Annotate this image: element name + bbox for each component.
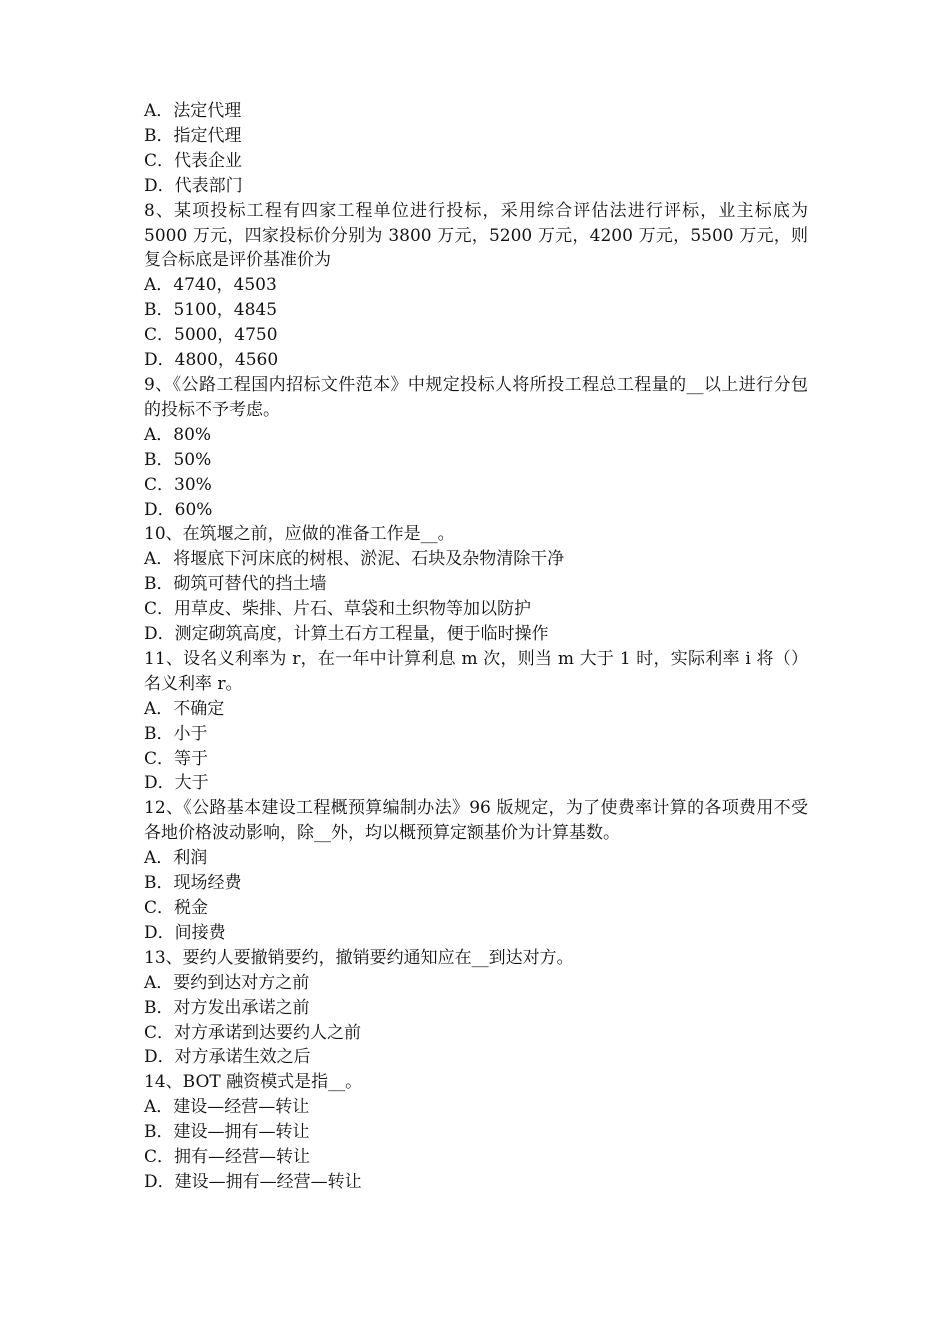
option-line: D．大于	[144, 773, 209, 794]
option-line: C．30%	[144, 474, 212, 495]
option-line: D．代表部门	[144, 175, 243, 196]
option-line: D．测定砌筑高度，计算土石方工程量，便于临时操作	[144, 624, 549, 645]
option-line: D．4800，4560	[144, 350, 279, 371]
option-line: B．对方发出承诺之前	[144, 997, 310, 1018]
question-14	[144, 1070, 808, 1195]
question-9	[144, 373, 808, 522]
document-body	[144, 99, 808, 1195]
option-line: D．对方承诺生效之后	[144, 1047, 311, 1068]
question-10	[144, 522, 808, 647]
option-line: C．对方承诺到达要约人之前	[144, 1022, 362, 1043]
option-line: D．建设—拥有—经营—转让	[144, 1171, 362, 1192]
option-line: C．代表企业	[144, 150, 243, 171]
question-stem: 13、要约人要撤销要约，撤销要约通知应在__到达对方。	[144, 947, 574, 968]
option-line: A．利润	[144, 848, 208, 869]
option-line: A．要约到达对方之前	[144, 972, 310, 993]
option-line: C．等于	[144, 748, 209, 769]
option-line: C．拥有—经营—转让	[144, 1147, 311, 1168]
option-line: A．4740，4503	[144, 275, 277, 296]
option-line: B．50%	[144, 449, 212, 470]
option-line: B．砌筑可替代的挡土墙	[144, 574, 327, 595]
option-line: B．建设—拥有—转让	[144, 1122, 310, 1143]
question-stem: 12、《公路基本建设工程概预算编制办法》96 版规定，为了使费率计算的各项费用不受各地价格波动影响，除__外，均以概预算定额基价为计算基数。	[144, 798, 808, 844]
option-line: A．80%	[144, 424, 212, 445]
question-stem: 11、设名义利率为 r，在一年中计算利息 m 次，则当 m 大于 1 时，实际利率 i 将（）名义利率 r。	[144, 648, 808, 694]
question-stem: 9、《公路工程国内招标文件范本》中规定投标人将所投工程总工程量的__以上进行分包的投标不予考虑。	[144, 374, 808, 420]
question-11	[144, 647, 808, 796]
option-line: A．建设—经营—转让	[144, 1097, 310, 1118]
option-line: C．用草皮、柴排、片石、草袋和土织物等加以防护	[144, 599, 532, 620]
option-line: C．5000，4750	[144, 325, 278, 346]
intro-options	[144, 99, 808, 199]
question-stem: 14、BOT 融资模式是指__。	[144, 1072, 363, 1093]
question-12	[144, 796, 808, 945]
option-line: B．5100，4845	[144, 300, 278, 321]
option-line: B．指定代理	[144, 125, 242, 146]
option-line: B．小于	[144, 723, 208, 744]
question-8	[144, 199, 808, 373]
question-13	[144, 946, 808, 1071]
option-line: D．60%	[144, 499, 213, 520]
question-stem: 8、某项投标工程有四家工程单位进行投标，采用综合评估法进行评标，业主标底为 5000 万元，四家投标价分别为 3800 万元，5200 万元，4200 万元，5500 万元，则复合标底是评价基准价为	[144, 200, 808, 271]
option-line: A．将堰底下河床底的树根、淤泥、石块及杂物清除干净	[144, 549, 565, 570]
option-line: B．现场经费	[144, 873, 242, 894]
question-stem: 10、在筑堰之前，应做的准备工作是__。	[144, 524, 455, 545]
option-line: C．税金	[144, 898, 209, 918]
option-line: D．间接费	[144, 922, 226, 943]
option-line: A．不确定	[144, 698, 225, 719]
option-line: A．法定代理	[144, 101, 242, 121]
